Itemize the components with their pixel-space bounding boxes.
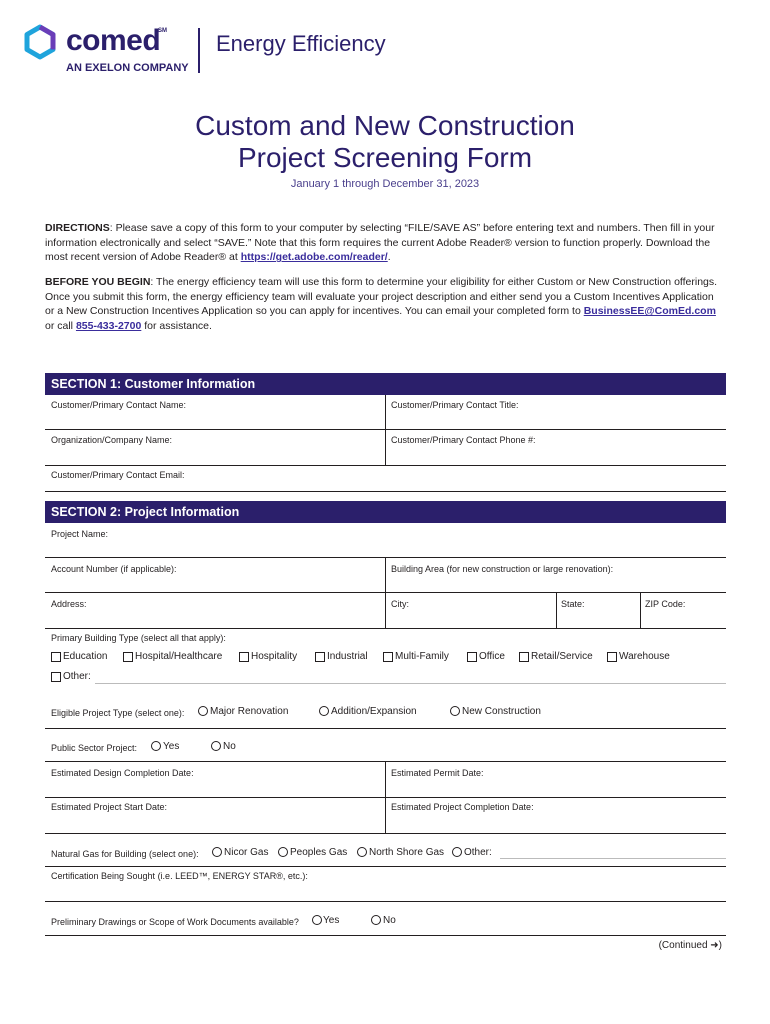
divider	[45, 866, 726, 867]
radio-north-shore-gas[interactable]	[357, 847, 367, 857]
divider	[45, 465, 726, 466]
public-sector-label: Public Sector Project:	[51, 743, 138, 753]
option-retail-service: Retail/Service	[531, 651, 593, 662]
radio-public-no[interactable]	[211, 741, 221, 751]
option-other-gas: Other:	[464, 847, 492, 858]
natural-gas-label: Natural Gas for Building (select one):	[51, 849, 199, 859]
radio-other-gas[interactable]	[452, 847, 462, 857]
radio-new-construction[interactable]	[450, 706, 460, 716]
checkbox-retail-service[interactable]	[519, 652, 529, 662]
option-new-construction: New Construction	[462, 706, 541, 717]
contact-name-field[interactable]: Customer/Primary Contact Name:	[51, 400, 187, 410]
adobe-reader-link[interactable]: https://get.adobe.com/reader/	[240, 251, 388, 264]
divider	[385, 395, 386, 465]
building-area-field[interactable]: Building Area (for new construction or large renovation):	[391, 564, 614, 574]
before-text: : The energy efficiency team will use this form to determine your eligibility for either Custom or New Construction offerings. Once you submit this form, the energy efficiency team will evaluate your project description and either send you a Custom Incentives Application or a New Construction Incentives Application so you can apply for incentives. You can email your completed form to	[45, 276, 718, 318]
project-name-field[interactable]: Project Name:	[51, 529, 109, 539]
checkbox-hospital-healthcare[interactable]	[123, 652, 133, 662]
divider	[45, 728, 726, 729]
program-title: Energy Efficiency	[216, 31, 386, 56]
option-public-yes: Yes	[163, 741, 180, 752]
permit-date-field[interactable]: Estimated Permit Date:	[391, 768, 484, 778]
checkbox-other-building[interactable]	[51, 672, 61, 682]
form-title-line2: Project Screening Form	[237, 142, 533, 173]
continued-label: (Continued ➜)	[658, 940, 722, 951]
contact-email-field[interactable]: Customer/Primary Contact Email:	[51, 470, 185, 480]
contact-phone-field[interactable]: Customer/Primary Contact Phone #:	[391, 435, 536, 445]
radio-drawings-no[interactable]	[371, 915, 381, 925]
option-north-shore-gas: North Shore Gas	[369, 847, 445, 858]
city-field[interactable]: City:	[391, 599, 409, 609]
certification-field[interactable]: Certification Being Sought (i.e. LEED™, ENERGY STAR®, etc.):	[51, 871, 308, 881]
checkbox-warehouse[interactable]	[607, 652, 617, 662]
radio-drawings-yes[interactable]	[312, 915, 322, 925]
drawings-label: Preliminary Drawings or Scope of Work Documents available?	[51, 917, 299, 927]
zip-field[interactable]: ZIP Code:	[645, 599, 686, 609]
radio-nicor-gas[interactable]	[212, 847, 222, 857]
directions-text: : Please save a copy of this form to your computer by selecting “FILE/SAVE AS” before entering text and numbers. Then fill in your information electronically and select “SAVE.” Note that this form requires the current Adobe Reader® version to function properly. Download the most recent version of Adobe Reader® at	[45, 222, 715, 264]
account-number-field[interactable]: Account Number (if applicable):	[51, 564, 177, 574]
option-addition-expansion: Addition/Expansion	[331, 706, 417, 717]
option-peoples-gas: Peoples Gas	[290, 847, 348, 858]
option-nicor-gas: Nicor Gas	[224, 847, 269, 858]
building-type-label: Primary Building Type (select all that apply):	[51, 633, 226, 643]
option-other-building: Other:	[63, 671, 91, 682]
divider	[385, 557, 386, 629]
radio-peoples-gas[interactable]	[278, 847, 288, 857]
divider	[45, 935, 726, 936]
option-hospital-healthcare: Hospital/Healthcare	[135, 651, 223, 662]
divider	[500, 858, 726, 859]
form-date-range: January 1 through December 31, 2023	[290, 178, 480, 190]
option-education: Education	[63, 651, 108, 662]
option-major-renovation: Major Renovation	[210, 706, 289, 717]
divider	[45, 797, 726, 798]
brand-service-mark: SM	[158, 28, 167, 34]
section1-header: SECTION 1: Customer Information	[45, 373, 726, 395]
project-type-label: Eligible Project Type (select one):	[51, 708, 185, 718]
start-date-field[interactable]: Estimated Project Start Date:	[51, 802, 168, 812]
email-link[interactable]: BusinessEE@ComEd.com	[583, 305, 716, 318]
form-title	[0, 110, 770, 174]
checkbox-hospitality[interactable]	[239, 652, 249, 662]
option-public-no: No	[223, 741, 236, 752]
divider	[45, 628, 726, 629]
directions-paragraph: DIRECTIONS: Please save a copy of this form to your computer by selecting “FILE/SAVE AS” before entering text and numbers. Then fill in your information electronically and select “SAVE.” Note that this form requires the current Adobe Reader® version to function properly. Download the most recent version of Adobe Reader® at https://get.adobe.com/reader/.	[45, 222, 715, 264]
divider	[640, 592, 641, 629]
divider	[556, 592, 557, 629]
checkbox-education[interactable]	[51, 652, 61, 662]
divider	[45, 901, 726, 902]
comed-ring-icon	[22, 24, 58, 60]
brand-subtitle: AN EXELON COMPANY	[66, 62, 189, 74]
form-title-line1: Custom and New Construction	[195, 110, 575, 141]
before-you-begin-paragraph: BEFORE YOU BEGIN: The energy efficiency team will use this form to determine your eligibility for either Custom or New Construction offerings. Once you submit this form, the energy efficiency team will evaluate your project description and either send you a Custom Incentives Application or a New Construction Incentives Application so you can apply for incentives. You can email your completed form to BusinessEE@ComEd.com or call 855-433-2700 for assistance.	[45, 276, 718, 332]
org-name-field[interactable]: Organization/Company Name:	[51, 435, 173, 445]
state-field[interactable]: State:	[561, 599, 585, 609]
checkbox-industrial[interactable]	[315, 652, 325, 662]
radio-addition-expansion[interactable]	[319, 706, 329, 716]
design-date-field[interactable]: Estimated Design Completion Date:	[51, 768, 194, 778]
divider	[45, 429, 726, 430]
checkbox-office[interactable]	[467, 652, 477, 662]
option-drawings-no: No	[383, 915, 396, 926]
divider	[45, 592, 726, 593]
radio-public-yes[interactable]	[151, 741, 161, 751]
option-office: Office	[479, 651, 505, 662]
checkbox-multi-family[interactable]	[383, 652, 393, 662]
section2-header: SECTION 2: Project Information	[45, 501, 726, 523]
before-label: BEFORE YOU BEGIN	[45, 276, 151, 288]
option-warehouse: Warehouse	[619, 651, 670, 662]
option-industrial: Industrial	[327, 651, 368, 662]
option-multi-family: Multi-Family	[395, 651, 449, 662]
directions-label: DIRECTIONS	[45, 222, 110, 234]
completion-date-field[interactable]: Estimated Project Completion Date:	[391, 802, 534, 812]
radio-major-renovation[interactable]	[198, 706, 208, 716]
address-field[interactable]: Address:	[51, 599, 87, 609]
divider	[95, 683, 726, 684]
option-drawings-yes: Yes	[323, 915, 340, 926]
phone-link[interactable]: 855-433-2700	[75, 319, 142, 332]
divider	[45, 491, 726, 492]
divider	[45, 833, 726, 834]
header-divider	[198, 28, 200, 73]
option-hospitality: Hospitality	[251, 651, 298, 662]
brand-logo-text: comed	[66, 24, 161, 57]
contact-title-field[interactable]: Customer/Primary Contact Title:	[391, 400, 519, 410]
